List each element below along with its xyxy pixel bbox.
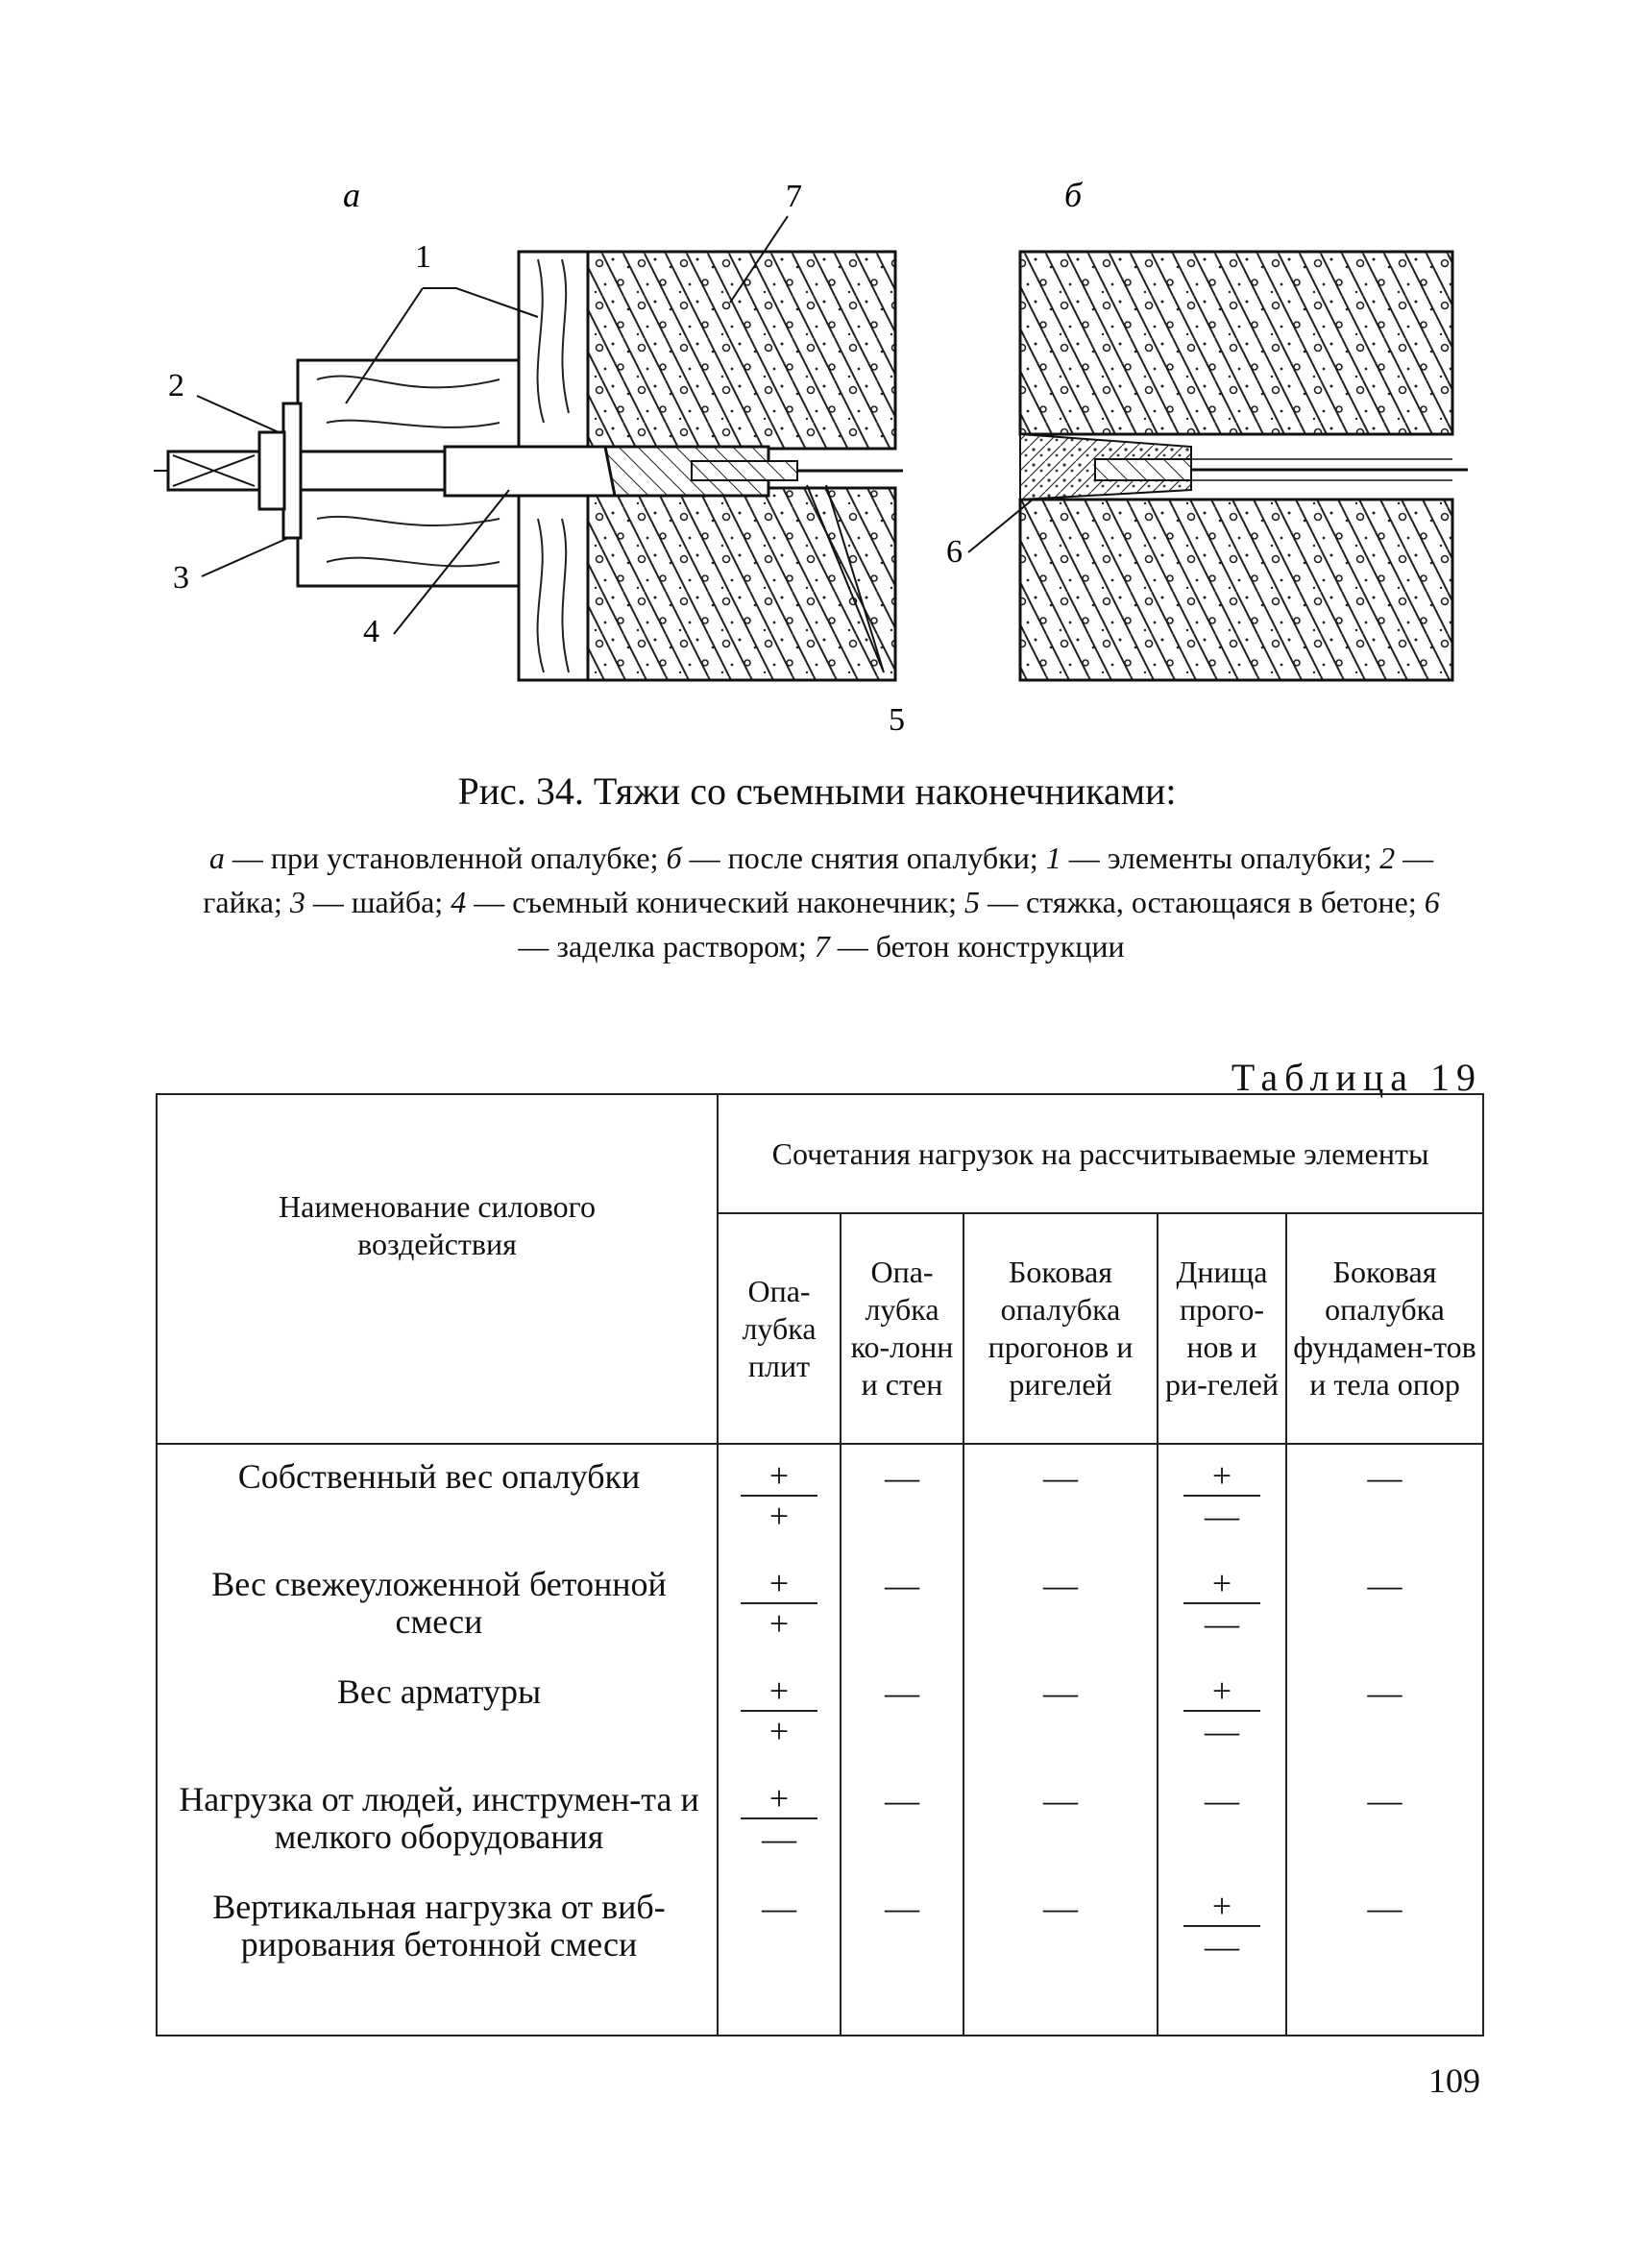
dash-mark: — bbox=[1043, 1781, 1078, 1819]
column-header: Днища прого-нов и ри-гелей bbox=[1158, 1213, 1286, 1444]
dash-mark: — bbox=[1205, 1781, 1239, 1819]
load-cell bbox=[841, 1673, 963, 1781]
legend-text: — съемный конический наконечник; bbox=[466, 885, 964, 919]
panel-b-drawing bbox=[968, 252, 1468, 680]
column-header: Боковая опалубка прогонов и ригелей bbox=[963, 1213, 1158, 1444]
fraction-mark bbox=[741, 1458, 817, 1533]
callout-7: 7 bbox=[786, 179, 802, 214]
row-name: Вертикальная нагрузка от виб-рирования бетонной смеси bbox=[157, 1889, 718, 2036]
load-cell bbox=[718, 1673, 841, 1781]
figure-caption-title: Рис. 34. Тяжи со съемными наконечниками: bbox=[457, 769, 1177, 813]
legend-key: 7 bbox=[814, 929, 830, 963]
panel-a-drawing bbox=[154, 216, 903, 680]
fraction-bottom: + bbox=[768, 1604, 790, 1643]
load-cell bbox=[718, 1444, 841, 1566]
callout-3: 3 bbox=[173, 560, 189, 596]
legend-text: — стяжка, остающаяся в бетоне; bbox=[979, 885, 1425, 919]
column-header: Опа-лубка ко-лонн и стен bbox=[841, 1213, 963, 1444]
load-cell bbox=[963, 1566, 1158, 1673]
callout-2: 2 bbox=[168, 368, 184, 403]
dash-mark: — bbox=[1043, 1889, 1078, 1927]
fraction-top: + bbox=[741, 1458, 817, 1497]
dash-mark: — bbox=[885, 1673, 919, 1712]
callout-1: 1 bbox=[415, 239, 431, 275]
legend-key: 5 bbox=[963, 885, 980, 919]
dash-mark: — bbox=[885, 1781, 919, 1819]
load-cell bbox=[1286, 1889, 1483, 2036]
load-cell bbox=[1286, 1444, 1483, 1566]
load-cell bbox=[718, 1566, 841, 1673]
fraction-top: + bbox=[1183, 1566, 1260, 1604]
dash-mark: — bbox=[1367, 1889, 1402, 1927]
fraction-bottom: — bbox=[1205, 1604, 1239, 1643]
legend-key: а bbox=[208, 841, 225, 875]
fraction-top: + bbox=[1183, 1889, 1260, 1927]
load-cell bbox=[1158, 1781, 1286, 1889]
panel-b-label: б bbox=[1064, 176, 1083, 214]
fraction-top: + bbox=[741, 1566, 817, 1604]
table-row bbox=[157, 1444, 1483, 1566]
load-cell bbox=[841, 1566, 963, 1673]
legend-key: 6 bbox=[1424, 885, 1440, 919]
legend-text: — после снятия опалубки; bbox=[681, 841, 1046, 875]
row-name: Вес арматуры bbox=[157, 1673, 718, 1781]
legend-text: — заделка раствором; bbox=[518, 929, 815, 963]
load-cell bbox=[841, 1889, 963, 2036]
fraction-mark bbox=[741, 1781, 817, 1856]
dash-mark: — bbox=[1043, 1673, 1078, 1712]
fraction-top: + bbox=[741, 1781, 817, 1819]
load-cell bbox=[1158, 1889, 1286, 2036]
fraction-mark bbox=[1183, 1673, 1260, 1748]
dash-mark: — bbox=[1043, 1458, 1078, 1497]
fraction-bottom: + bbox=[768, 1497, 790, 1535]
dash-mark: — bbox=[885, 1566, 919, 1604]
legend-key: 3 bbox=[289, 885, 305, 919]
dash-mark: — bbox=[885, 1889, 919, 1927]
legend-text: — шайба; bbox=[305, 885, 451, 919]
fraction-bottom: — bbox=[1205, 1497, 1239, 1535]
load-cell bbox=[718, 1889, 841, 2036]
legend-text: — бетон конструкции bbox=[829, 929, 1125, 963]
legend-text: — элементы опалубки; bbox=[1061, 841, 1380, 875]
table-row bbox=[157, 1889, 1483, 2036]
fraction-mark bbox=[1183, 1458, 1260, 1533]
table-row bbox=[157, 1566, 1483, 1673]
fraction-mark bbox=[741, 1566, 817, 1641]
load-cell bbox=[1286, 1673, 1483, 1781]
fraction-bottom: — bbox=[762, 1819, 796, 1858]
row-name: Нагрузка от людей, инструмен-та и мелкого оборудования bbox=[157, 1781, 718, 1889]
fraction-bottom: — bbox=[1205, 1927, 1239, 1965]
dash-mark: — bbox=[1043, 1566, 1078, 1604]
figure-34-drawing bbox=[0, 0, 1634, 768]
table-label: Таблица 19 bbox=[1231, 1056, 1482, 1099]
fraction-mark bbox=[1183, 1566, 1260, 1641]
legend-key: 2 bbox=[1379, 841, 1396, 875]
dash-mark: — bbox=[1367, 1781, 1402, 1819]
load-cell bbox=[963, 1444, 1158, 1566]
fraction-top: + bbox=[1183, 1673, 1260, 1712]
table-19 bbox=[156, 1093, 1484, 2036]
load-cell bbox=[718, 1781, 841, 1889]
row-name: Собственный вес опалубки bbox=[157, 1444, 718, 1566]
load-cell bbox=[963, 1889, 1158, 2036]
fraction-mark bbox=[1183, 1889, 1260, 1963]
fraction-top: + bbox=[741, 1673, 817, 1712]
row-name: Вес свежеуложенной бетонной смеси bbox=[157, 1566, 718, 1673]
figure-caption-legend bbox=[187, 836, 1455, 968]
load-cell bbox=[1286, 1566, 1483, 1673]
load-cell bbox=[1158, 1444, 1286, 1566]
load-cell bbox=[841, 1781, 963, 1889]
page-number: 109 bbox=[1428, 2061, 1480, 2100]
fraction-top: + bbox=[1183, 1458, 1260, 1497]
load-cell bbox=[1286, 1781, 1483, 1889]
fraction-bottom: — bbox=[1205, 1712, 1239, 1750]
legend-key: 1 bbox=[1045, 841, 1061, 875]
dash-mark: — bbox=[885, 1458, 919, 1497]
table-row bbox=[157, 1673, 1483, 1781]
dash-mark: — bbox=[1367, 1458, 1402, 1497]
load-cell bbox=[963, 1781, 1158, 1889]
callout-5: 5 bbox=[889, 702, 905, 738]
table-row bbox=[157, 1781, 1483, 1889]
load-cell bbox=[1158, 1566, 1286, 1673]
panel-a-label: а bbox=[343, 176, 360, 214]
column-header: Опа-лубка плит bbox=[718, 1213, 841, 1444]
dash-mark: — bbox=[762, 1889, 796, 1927]
dash-mark: — bbox=[1367, 1566, 1402, 1604]
fraction-bottom: + bbox=[768, 1712, 790, 1750]
header-name: Наименование силового воздействия bbox=[157, 1094, 718, 1444]
legend-text: — при установленной опалубке; bbox=[224, 841, 667, 875]
column-header: Боковая опалубка фундамен-тов и тела опор bbox=[1286, 1213, 1483, 1444]
legend-key: б bbox=[666, 841, 682, 875]
callout-4: 4 bbox=[363, 614, 379, 649]
load-cell bbox=[841, 1444, 963, 1566]
load-cell bbox=[1158, 1673, 1286, 1781]
header-group: Сочетания нагрузок на рассчитываемые элементы bbox=[718, 1094, 1483, 1213]
legend-text: — гайка; bbox=[203, 841, 1434, 919]
legend-key: 4 bbox=[451, 885, 467, 919]
fraction-mark bbox=[741, 1673, 817, 1748]
dash-mark: — bbox=[1367, 1673, 1402, 1712]
load-cell bbox=[963, 1673, 1158, 1781]
callout-6: 6 bbox=[946, 534, 963, 570]
